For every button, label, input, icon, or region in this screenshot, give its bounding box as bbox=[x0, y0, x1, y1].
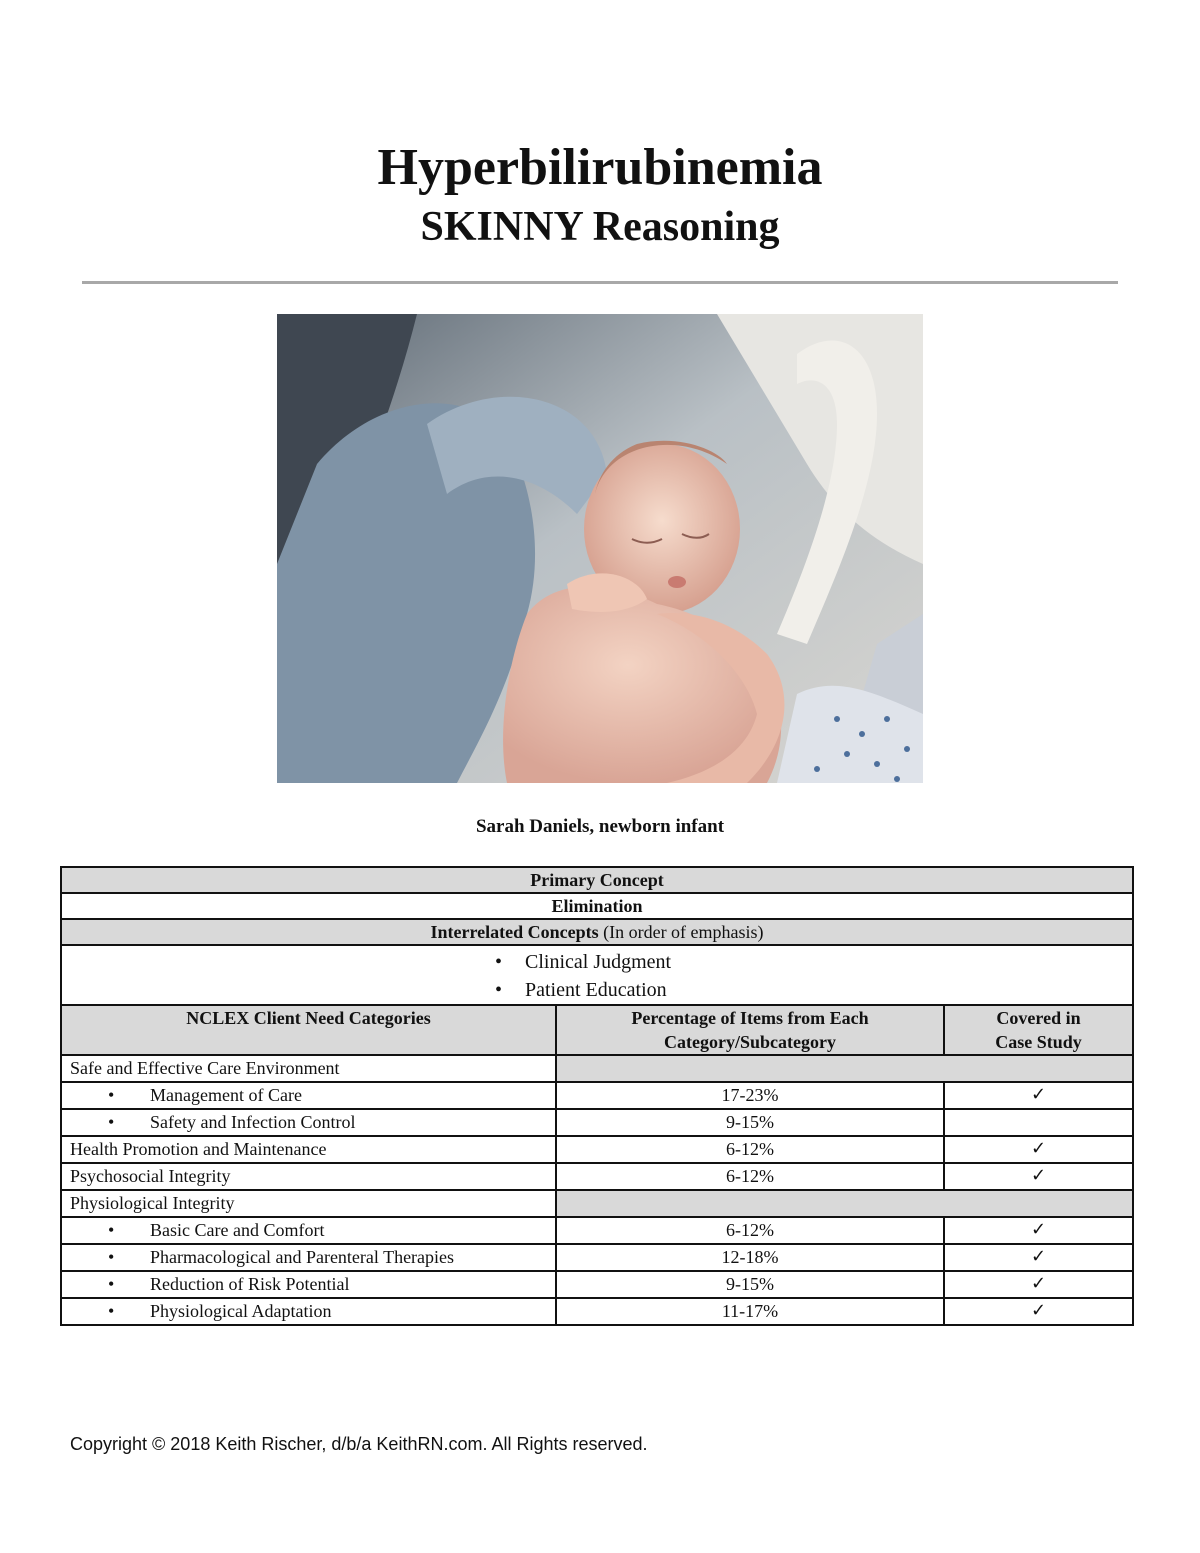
percent-cell: 6-12% bbox=[556, 1163, 944, 1190]
checkmark-icon: ✓ bbox=[944, 1217, 1133, 1244]
header-client-need-categories: NCLEX Client Need Categories bbox=[61, 1005, 556, 1055]
subcategory-label: • Reduction of Risk Potential bbox=[70, 1272, 547, 1296]
category-label: Psychosocial Integrity bbox=[61, 1163, 556, 1190]
subcategory-label: • Safety and Infection Control bbox=[70, 1110, 547, 1134]
list-item: • Clinical Judgment bbox=[70, 948, 1124, 976]
interrelated-heading-text: Interrelated Concepts bbox=[430, 922, 599, 942]
interrelated-concepts-heading bbox=[61, 919, 1133, 945]
photo-caption: Sarah Daniels, newborn infant bbox=[475, 816, 725, 837]
document-title: Hyperbilirubinemia bbox=[377, 139, 823, 196]
table-row bbox=[61, 1217, 1133, 1244]
copyright-footer: Copyright © 2018 Keith Rischer, d/b/a KeithRN.com. All Rights reserved. bbox=[70, 1434, 648, 1454]
primary-concept-heading: Primary Concept bbox=[61, 867, 1133, 893]
percent-cell: 9-15% bbox=[556, 1109, 944, 1136]
category-label: Physiological Integrity bbox=[61, 1190, 556, 1217]
table-row bbox=[61, 1244, 1133, 1271]
checkmark-icon: ✓ bbox=[944, 1136, 1133, 1163]
percent-cell: 6-12% bbox=[556, 1217, 944, 1244]
subcategory-label: • Physiological Adaptation bbox=[70, 1299, 547, 1323]
table-row bbox=[61, 1136, 1133, 1163]
covered-cell bbox=[944, 1109, 1133, 1136]
primary-concept-value: Elimination bbox=[61, 893, 1133, 919]
header-percentage-line1: Percentage of Items from Each bbox=[631, 1008, 869, 1028]
subcategory-label: • Basic Care and Comfort bbox=[70, 1218, 547, 1242]
newborn-photo bbox=[277, 314, 923, 783]
table-row bbox=[61, 1082, 1133, 1109]
subcategory-label: • Management of Care bbox=[70, 1083, 547, 1107]
percent-cell: 12-18% bbox=[556, 1244, 944, 1271]
percent-cell: 17-23% bbox=[556, 1082, 944, 1109]
header-covered-line1: Covered in bbox=[996, 1008, 1081, 1028]
table-row bbox=[61, 1298, 1133, 1325]
header-covered-line2: Case Study bbox=[995, 1032, 1082, 1052]
category-label: Safe and Effective Care Environment bbox=[61, 1055, 556, 1082]
header-percentage-line2: Category/Subcategory bbox=[664, 1032, 836, 1052]
header-percentage bbox=[556, 1005, 944, 1055]
percent-cell: 9-15% bbox=[556, 1271, 944, 1298]
checkmark-icon: ✓ bbox=[944, 1082, 1133, 1109]
document-subtitle: SKINNY Reasoning bbox=[420, 204, 780, 250]
percent-cell: 6-12% bbox=[556, 1136, 944, 1163]
interrelated-concepts-list-cell bbox=[61, 945, 1133, 1005]
checkmark-icon: ✓ bbox=[944, 1244, 1133, 1271]
table-row bbox=[61, 1055, 1133, 1082]
category-label: Health Promotion and Maintenance bbox=[61, 1136, 556, 1163]
percent-cell: 11-17% bbox=[556, 1298, 944, 1325]
category-shaded-cell bbox=[556, 1055, 1133, 1082]
concepts-table bbox=[60, 866, 1134, 1326]
header-covered bbox=[944, 1005, 1133, 1055]
checkmark-icon: ✓ bbox=[944, 1163, 1133, 1190]
category-shaded-cell bbox=[556, 1190, 1133, 1217]
interrelated-heading-note: (In order of emphasis) bbox=[598, 922, 764, 942]
checkmark-icon: ✓ bbox=[944, 1271, 1133, 1298]
table-row bbox=[61, 1271, 1133, 1298]
table-row bbox=[61, 1109, 1133, 1136]
list-item: • Patient Education bbox=[70, 976, 1124, 1004]
interrelated-concepts-list bbox=[70, 946, 1124, 1004]
title-divider bbox=[82, 281, 1118, 284]
table-row bbox=[61, 1190, 1133, 1217]
table-row bbox=[61, 1163, 1133, 1190]
checkmark-icon: ✓ bbox=[944, 1298, 1133, 1325]
subcategory-label: • Pharmacological and Parenteral Therapies bbox=[70, 1245, 547, 1269]
